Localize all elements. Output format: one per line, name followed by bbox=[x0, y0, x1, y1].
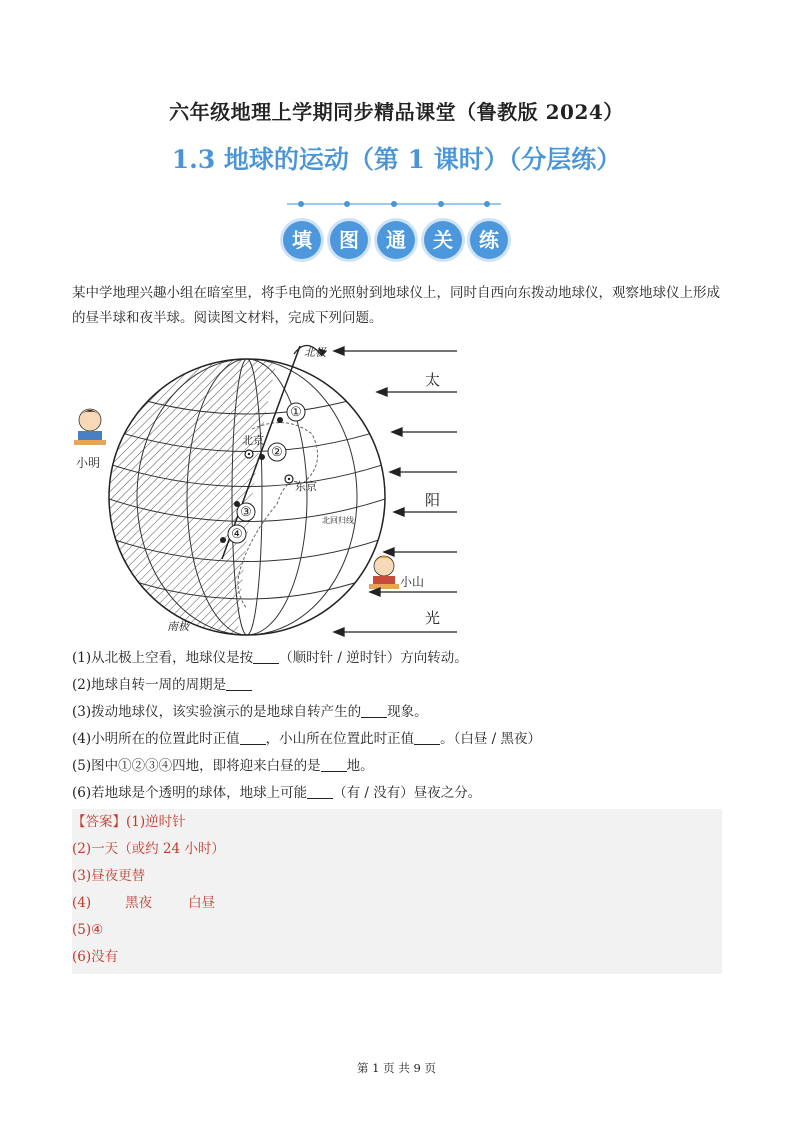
answer-blank[interactable] bbox=[307, 784, 333, 799]
globe-figure bbox=[72, 334, 472, 644]
answer-box bbox=[72, 809, 722, 974]
question-1: (1)从北极上空看，地球仪是按 （顺时针 / 逆时针）方向转动。 bbox=[72, 650, 468, 666]
intro-paragraph: 某中学地理兴趣小组在暗室里，将手电筒的光照射到地球仪上，同时自西向东拨动地球仪，观察地球仪上形成的昼半球和夜半球。阅读图文材料，完成下列问题。 bbox=[72, 285, 720, 326]
section-badge: 图 bbox=[330, 221, 368, 259]
answer-blank[interactable] bbox=[414, 730, 440, 745]
point-3-label: ③ bbox=[240, 505, 252, 520]
answer-2: (2)一天（或约 24 小时） bbox=[72, 841, 225, 857]
question-5: (5)图中①②③④四地，即将迎来白昼的是 地。 bbox=[72, 758, 374, 774]
section-badge: 填 bbox=[283, 221, 321, 259]
tropic-label: 北回归线 bbox=[322, 516, 354, 525]
section-badge: 练 bbox=[470, 221, 508, 259]
answer-blank[interactable] bbox=[240, 730, 266, 745]
answer-4: (4) 黑夜 白昼 bbox=[72, 895, 216, 911]
tokyo-label: 东京 bbox=[295, 480, 317, 493]
section-badges bbox=[280, 221, 512, 263]
sun-char-1: 太 bbox=[425, 371, 441, 389]
question-3: (3)拨动地球仪，该实验演示的是地球自转产生的 现象。 bbox=[72, 704, 428, 720]
answer-blank[interactable] bbox=[226, 676, 252, 691]
boy-xiaoshan-label: 小山 bbox=[400, 575, 425, 589]
answer-blank[interactable] bbox=[321, 757, 347, 772]
sun-char-3: 光 bbox=[425, 609, 441, 627]
answer-blank[interactable] bbox=[253, 649, 279, 664]
north-pole-label: 北极 bbox=[304, 346, 326, 359]
sun-char-2: 阳 bbox=[425, 491, 441, 509]
answer-1: 【答案】(1)逆时针 bbox=[72, 814, 186, 830]
boy-xiaoming-label: 小明 bbox=[76, 456, 101, 470]
page-footer: 第 1 页 共 9 页 bbox=[357, 1061, 436, 1075]
answer-blank[interactable] bbox=[361, 703, 387, 718]
boy-xiaoming-icon bbox=[74, 409, 106, 445]
answer-6: (6)没有 bbox=[72, 949, 119, 965]
decorative-dot-line bbox=[287, 200, 501, 208]
point-1-label: ① bbox=[290, 405, 302, 420]
lesson-title: 1.3 地球的运动（第 1 课时）（分层练） bbox=[171, 145, 622, 174]
answer-5: (5)④ bbox=[72, 922, 104, 938]
question-4: (4)小明所在的位置此时正值 ，小山所在位置此时正值 。（白昼 / 黑夜） bbox=[72, 731, 542, 747]
series-title: 六年级地理上学期同步精品课堂（鲁教版 2024） bbox=[169, 100, 624, 124]
answer-3: (3)昼夜更替 bbox=[72, 868, 146, 884]
point-4-label: ④ bbox=[231, 527, 243, 542]
point-2-label: ② bbox=[271, 445, 283, 460]
beijing-label: 北京 bbox=[242, 434, 264, 447]
question-6: (6)若地球是个透明的球体，地球上可能 （有 / 没有）昼夜之分。 bbox=[72, 785, 482, 801]
question-2: (2)地球自转一周的周期是 bbox=[72, 675, 732, 695]
south-pole-label: 南极 bbox=[167, 620, 189, 633]
section-badge: 关 bbox=[424, 221, 462, 259]
boy-xiaoshan-icon bbox=[369, 556, 399, 589]
section-badge: 通 bbox=[377, 221, 415, 259]
